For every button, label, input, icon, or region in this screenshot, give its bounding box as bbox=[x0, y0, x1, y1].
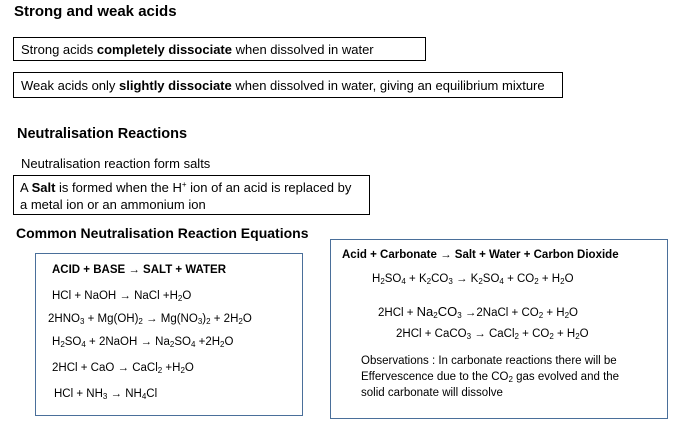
strong-pre: Strong acids bbox=[21, 42, 97, 57]
eq-hcl-caco3: 2HCl + CaCO$_3$ → CaCl$_2$ + $CO_2 + H_2O$ bbox=[396, 328, 589, 341]
section-title-acids: Strong and weak acids bbox=[14, 3, 177, 20]
weak-pre: Weak acids only bbox=[21, 78, 120, 93]
salts-line: Neutralisation reaction form salts bbox=[21, 156, 211, 171]
salt-line2: a metal ion or an ammonium ion bbox=[20, 197, 206, 212]
salt-bold: Salt bbox=[31, 180, 56, 195]
eq-h2so4-naoh: $H_2SO_4$ + 2NaOH → $Na_2SO_4 +2H_2O$ bbox=[52, 336, 234, 349]
observation-line-1: Observations : In carbonate reactions there will be bbox=[361, 355, 617, 367]
eq-hno3-mgoh2: $2HNO_3 + Mg(OH)_2 \to Mg(NO_3)_2 + 2H_2O$ bbox=[48, 313, 252, 326]
strong-post: when dissolved in water bbox=[232, 42, 374, 57]
eq-hcl-na2co3: $2HCl + Na_2CO_3$ →2NaCl + $CO_2 + H_2O$ bbox=[378, 304, 578, 320]
weak-bold: slightly dissociate bbox=[119, 78, 232, 93]
observation-line-2: Effervescence due to the $CO_2$ gas evolved and the bbox=[361, 371, 620, 384]
weak-acids-box bbox=[13, 72, 563, 98]
section-title-equations: Common Neutralisation Reaction Equations bbox=[16, 225, 309, 241]
eq-hcl-cao: 2HCl + CaO → CaCl$_2$ $+H_2O$ bbox=[52, 362, 194, 375]
eq-h2so4-k2co3: $H_2SO_4 + K_2CO_3 \to K_2SO_4 + CO_2 + H_2O$ bbox=[372, 273, 574, 286]
weak-post: when dissolved in water, giving an equilibrium mixture bbox=[231, 78, 545, 93]
acid-base-heading: ACID + BASE → SALT + WATER bbox=[52, 264, 227, 276]
observation-line-3: solid carbonate will dissolve bbox=[361, 387, 503, 399]
eq-hcl-nh3: HCl + $NH_3 \to NH_4Cl$ bbox=[54, 388, 158, 401]
salt-mid: is formed when the H bbox=[55, 180, 182, 195]
strong-bold: completely dissociate bbox=[96, 42, 232, 57]
section-title-neutralisation: Neutralisation Reactions bbox=[17, 126, 188, 142]
salt-sup: + bbox=[181, 180, 187, 189]
carbonate-heading: Acid + Carbonate → Salt + Water + Carbon Dioxide bbox=[342, 249, 619, 261]
salt-pre: A bbox=[20, 180, 32, 195]
strong-acids-box bbox=[13, 37, 426, 61]
salt-line1-end: ion of an acid is replaced by bbox=[186, 180, 352, 195]
eq-hcl-naoh: HCl + NaOH → NaCl $+H_2O$ bbox=[52, 290, 192, 303]
salt-definition-box bbox=[13, 175, 370, 215]
